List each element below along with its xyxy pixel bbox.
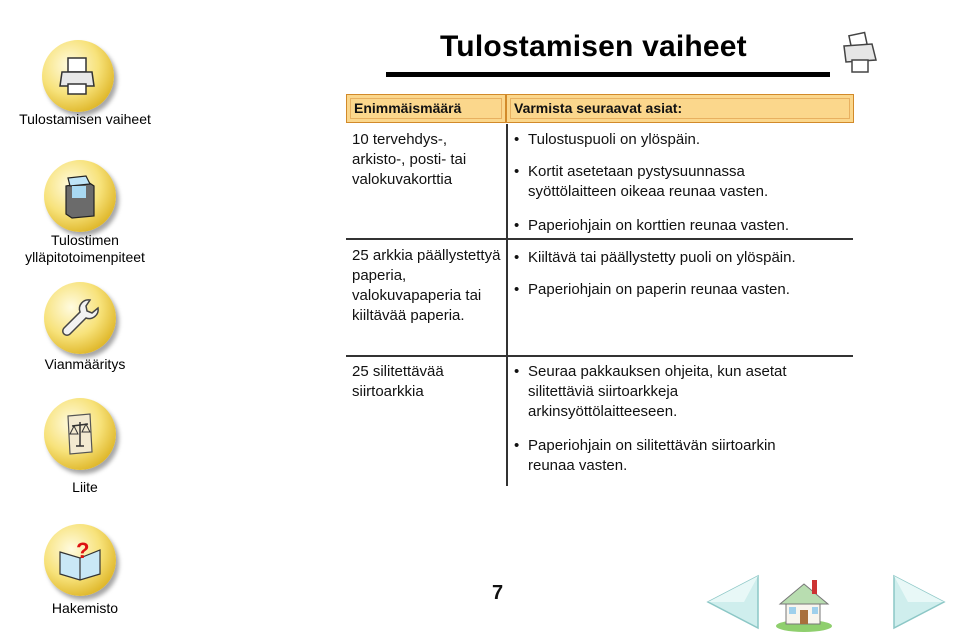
bullet-text: Kortit asetetaan pystysuunnassa syöttölaitteen oikeaa reunaa vasten.: [528, 163, 769, 200]
sidebar-item-index[interactable]: Hakemisto: [51, 600, 119, 616]
forward-arrow-icon[interactable]: [888, 570, 952, 634]
header-label: Enimmäismäärä: [354, 100, 462, 116]
help-book-icon: [56, 538, 104, 582]
column-divider: [506, 124, 508, 486]
table-cell-amount: 25 arkkia päällystettyä paperia, valokuvapaperia tai kiiltävää paperia.: [352, 247, 501, 324]
bullet-dot: •: [514, 281, 520, 298]
table-cell-amount: 10 tervehdys-, arkisto-, posti- tai valokuvakorttia: [352, 131, 467, 188]
bullet-dot: •: [514, 363, 520, 380]
page-number: 7: [492, 582, 504, 604]
table-header-max-amount: [346, 94, 506, 123]
bullet-dot: •: [514, 131, 520, 148]
list-item: [512, 280, 842, 300]
row-divider: [346, 355, 853, 357]
bullet-dot: •: [514, 437, 520, 454]
bullet-text: Kiiltävä tai päällystetty puoli on ylöspäin.: [528, 249, 796, 266]
list-item: [512, 248, 842, 268]
table-cell-amount: 25 silitettävää siirtoarkkia: [352, 363, 444, 400]
bullet-dot: •: [514, 163, 520, 180]
wrench-icon: [58, 296, 102, 340]
list-item: [512, 162, 812, 202]
nav-button-printing-steps[interactable]: [42, 40, 114, 112]
row-divider: [346, 238, 853, 240]
page-title: Tulostamisen vaiheet: [440, 30, 747, 63]
bullet-text: Seuraa pakkauksen ohjeita, kun asetat silitettäviä siirtoarkkeja arkinsyöttölaitteeseen.: [528, 363, 787, 420]
nav-button-troubleshooting[interactable]: [44, 282, 116, 354]
home-icon[interactable]: [772, 576, 836, 634]
bullet-text: Paperiohjain on paperin reunaa vasten.: [528, 281, 790, 298]
list-item: [512, 362, 812, 422]
list-item: [512, 130, 842, 150]
bullet-dot: •: [514, 249, 520, 266]
scales-scroll-icon: [58, 410, 102, 458]
printer-icon: [840, 30, 880, 76]
header-label: Varmista seuraavat asiat:: [514, 100, 683, 116]
svg-text:?: ?: [76, 538, 90, 563]
bullet-text: Tulostuspuoli on ylöspäin.: [528, 131, 701, 148]
bullet-text: Paperiohjain on silitettävän siirtoarkin reunaa vasten.: [528, 437, 776, 474]
nav-button-maintenance[interactable]: [44, 160, 116, 232]
sidebar-item-printing-steps[interactable]: Tulostamisen vaiheet: [19, 111, 151, 127]
list-item: [512, 436, 812, 476]
table-header-checklist: [506, 94, 854, 123]
sidebar-item-appendix[interactable]: Liite: [72, 479, 98, 495]
sidebar-item-troubleshooting[interactable]: Vianmääritys: [44, 356, 126, 372]
nav-button-index[interactable]: [44, 524, 116, 596]
ink-cartridge-icon: [58, 172, 102, 220]
bullet-text: Paperiohjain on korttien reunaa vasten.: [528, 217, 790, 234]
sidebar-item-maintenance[interactable]: Tulostimen ylläpitotoimenpiteet: [25, 232, 145, 265]
printer-icon: [56, 54, 100, 98]
back-arrow-icon[interactable]: [700, 570, 764, 634]
list-item: [512, 216, 842, 236]
nav-button-appendix[interactable]: [44, 398, 116, 470]
title-underline: [386, 72, 830, 77]
bullet-dot: •: [514, 217, 520, 234]
